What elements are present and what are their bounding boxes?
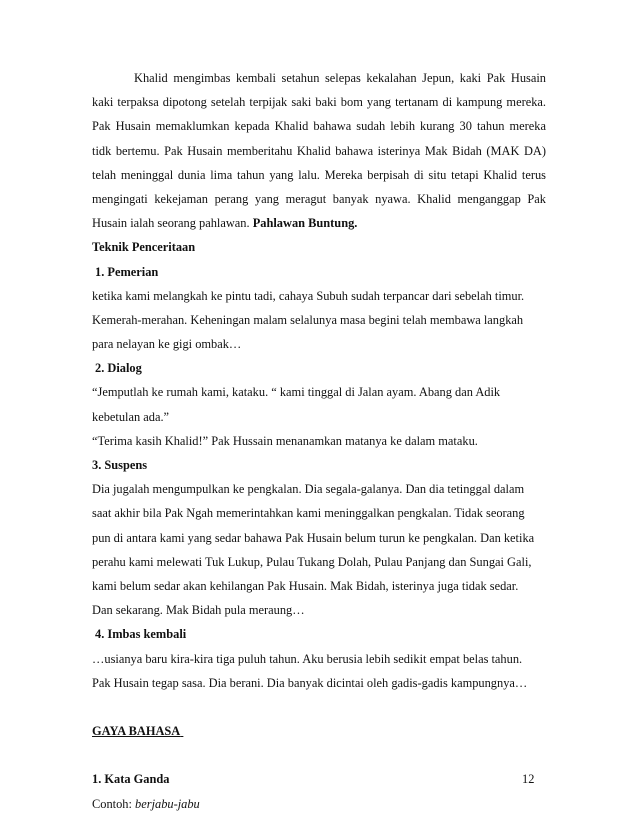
paragraph-line: Dan sekarang. Mak Bidah pula meraung… [92,603,305,618]
subheading-imbas-kembali: 4. Imbas kembali [95,627,187,642]
blank-line [92,743,546,767]
gaya-bahasa-text: GAYA BAHASA [92,724,181,739]
subheading-suspens: 3. Suspens [92,458,148,472]
paragraph-line: ketika kami melangkah ke pintu tadi, cahaya Subuh sudah terpancar dari sebelah timur. [92,288,525,303]
paragraph-line: kami belum sedar akan kehilangan Pak Husain. Mak Bidah, isterinya juga tidak sedar. [92,578,519,593]
paragraph-line: telah meninggal dunia lima tahun yang lalu. Mereka berpisah di situ tetapi Khalid terus [92,167,546,182]
example-label: Contoh: [92,796,132,811]
paragraph-line: saat akhir bila Pak Ngah memerintahkan kami meninggalkan pengkalan. Tidak seorang [92,506,525,521]
section-heading-gaya-bahasa [92,719,546,743]
paragraph-line: mengingati kekejaman perang yang meragut banyak nyawa. Khalid menganggap Pak [92,191,546,206]
paragraph-line: tidk bertemu. Pak Husain memberitahu Khalid bahawa isterinya Mak Bidah (MAK DA) [92,143,546,158]
paragraph-line: “Terima kasih Khalid!” Pak Hussain menanamkan matanya ke dalam mataku. [92,433,478,448]
subheading-dialog: 2. Dialog [95,361,142,376]
paragraph-line: …usianya baru kira-kira tiga puluh tahun. Aku berusia lebih sedikit empat belas tahun. [92,651,523,666]
paragraph-text: Husain ialah seorang pahlawan. [92,216,250,231]
paragraph-line: Kemerah-merahan. Keheningan malam selalunya masa begini telah membawa langkah [92,312,524,327]
subheading-kata-ganda: 1. Kata Ganda [92,772,170,787]
subheading-pemerian: 1. Pemerian [95,264,159,279]
section-heading-teknik: Teknik Penceritaan [92,240,196,255]
paragraph-line: kebetulan ada.” [92,409,170,424]
paragraph-line: Pak Husain tegap sasa. Dia berani. Dia banyak dicintai oleh gadis-gadis kampungnya… [92,675,528,690]
page-number: 12 [522,772,535,786]
paragraph-line: para nelayan ke gigi ombak… [92,337,242,352]
paragraph-line: kaki terpaksa dipotong setelah terpijak saki baki bom yang tertanam di kampung mereka. [92,95,546,110]
paragraph-line: Dia jugalah mengumpulkan ke pengkalan. Dia segala-galanya. Dan dia tetinggal dalam [92,482,525,497]
example-value: berjabu-jabu [135,796,200,811]
blank-line [92,695,546,719]
bold-phrase: Pahlawan Buntung. [252,216,358,231]
paragraph-line: Pak Husain memaklumkan kepada Khalid bahawa sudah lebih kurang 30 tahun mereka [92,119,546,134]
paragraph-line: “Jemputlah ke rumah kami, kataku. “ kami tinggal di Jalan ayam. Abang dan Adik [92,385,501,400]
paragraph-line [92,211,546,235]
paragraph-line: pun di antara kami yang sedar bahawa Pak Husain belum turun ke pengkalan. Dan ketika [92,530,535,545]
paragraph-line: Khalid mengimbas kembali setahun selepas kekalahan Jepun, kaki Pak Husain [134,71,546,85]
example-line [92,792,546,816]
paragraph-line: perahu kami melewati Tuk Lukup, Pulau Tukang Dolah, Pulau Panjang dan Sungai Gali, [92,554,532,569]
page-content [92,66,546,816]
